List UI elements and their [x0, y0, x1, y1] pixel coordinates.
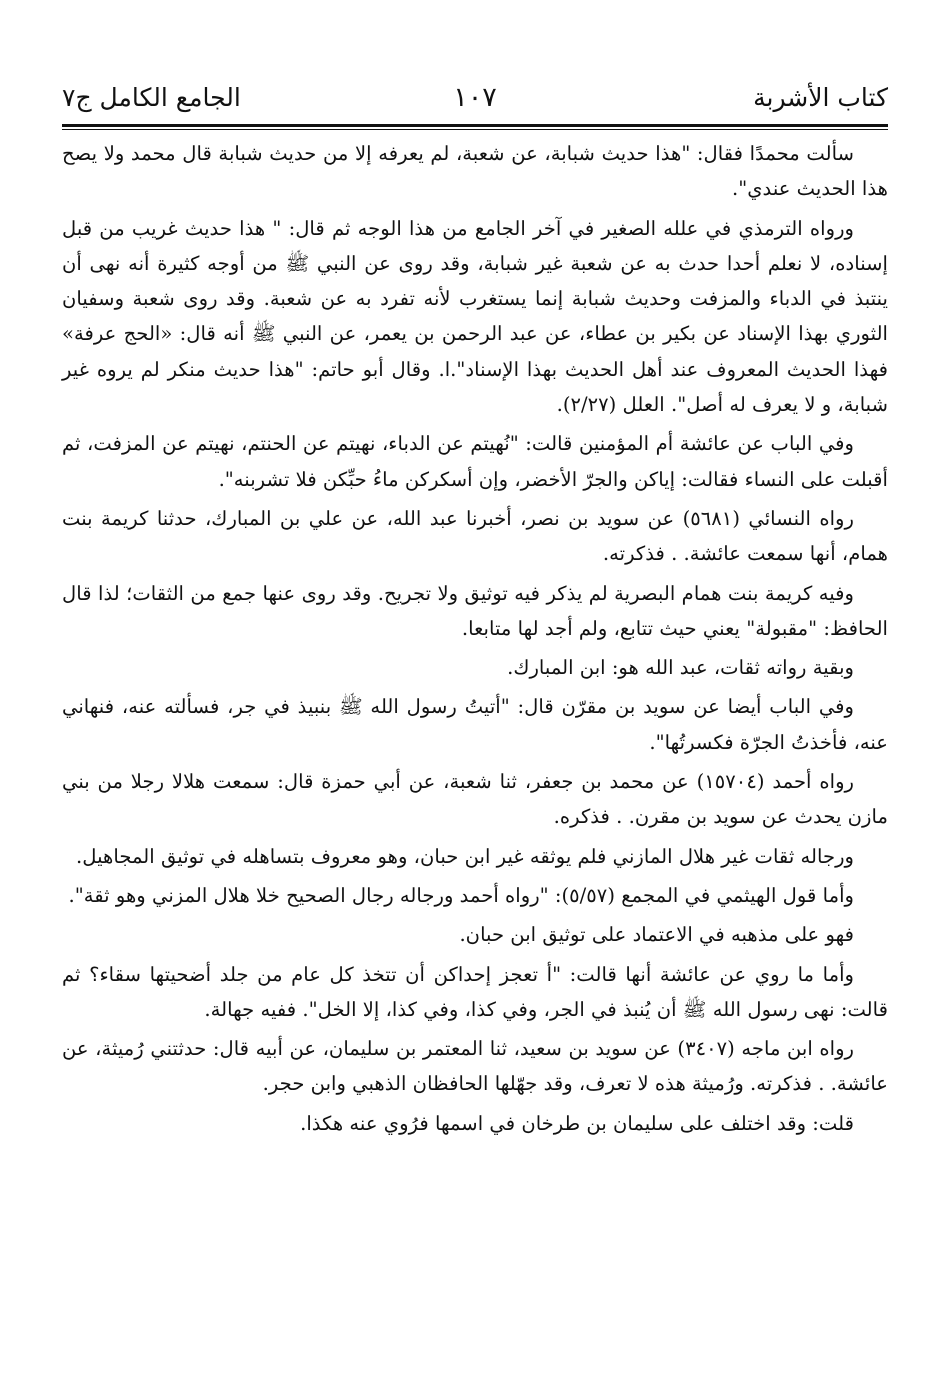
paragraph: ورجاله ثقات غير هلال المازني فلم يوثقه غير ابن حبان، وهو معروف بتساهله في توثيق المجاهيل. — [76, 844, 854, 868]
paragraph: وأما ما روي عن عائشة أنها قالت: "أ تعجز إحداكن أن تتخذ كل عام من جلد أضحيتها سقاء؟ ثم قالت: نهى رسول الله ﷺ أن يُنبذ في الجر، وفي كذا، وفي كذا، إلا الخل". ففيه جهالة. — [62, 962, 888, 1021]
page-header — [62, 74, 888, 122]
page-body — [62, 136, 888, 1141]
paragraph: رواه أحمد (١٥٧٠٤) عن محمد بن جعفر، ثنا شعبة، عن أبي حمزة قال: سمعت هلالا رجلا من بني مازن يحدث عن سويد بن مقرن. . فذكره. — [62, 770, 888, 829]
paragraph: وأما قول الهيثمي في المجمع (٥/٥٧): "رواه أحمد ورجاله رجال الصحيح خلا هلال المزني وهو ثقة". — [68, 883, 854, 907]
paragraph: رواه ابن ماجه (٣٤٠٧) عن سويد بن سعيد، ثنا المعتمر بن سليمان، عن أبيه قال: حدثتني رُميثة، عن عائشة. . فذكرته. ورُميثة هذه لا تعرف، وقد جهّلها الحافظان الذهبي وابن حجر. — [62, 1037, 888, 1096]
paragraph: وفي الباب عن عائشة أم المؤمنين قالت: "نُهيتم عن الدباء، نهيتم عن الحنتم، نهيتم عن المزفت، ثم أقبلت على النساء فقالت: إياكن والجرّ الأخضر، وإن أسكركن ماءُ حبِّكن فلا تشربنه". — [62, 432, 888, 491]
header-rule-thin — [62, 129, 888, 130]
paragraph: قلت: وقد اختلف على سليمان بن طرخان في اسمها فرُوي عنه هكذا. — [300, 1111, 854, 1135]
header-page-number: ١٠٧ — [453, 82, 497, 113]
header-chapter-title: كتاب الأشربة — [753, 83, 888, 112]
paragraph: رواه النسائي (٥٦٨١) عن سويد بن نصر، أخبرنا عبد الله، عن علي بن المبارك، حدثنا كريمة بنت همام، أنها سمعت عائشة. . فذكرته. — [62, 506, 888, 566]
paragraph: ورواه الترمذي في علله الصغير في آخر الجامع من هذا الوجه ثم قال: " هذا حديث غريب من قبل إسناده، لا نعلم أحدا حدث به عن شعبة غير شبابة، وقد روى عن النبي ﷺ من أوجه كثيرة أنه نهى أن ينتبذ في الدباء والمزفت وحديث شبابة إنما يستغرب لأنه تفرد به عن شعبة. وقد روى شعبة وسفيان الثوري بهذا الإسناد عن بكير بن عطاء، عن عبد الرحمن بن يعمر، عن النبي ﷺ أنه قال: «الحج عرفة» فهذا الحديث المعروف عند أهل الحديث بهذا الإسناد".ا. وقال أبو حاتم: "هذا حديث منكر لم يروه غير شبابة، و لا يعرف له أصل". العلل (٢/٢٧). — [62, 216, 888, 417]
paragraph: سألت محمدًا فقال: "هذا حديث شبابة، عن شعبة، لم يعرفه إلا من حديث شبابة قال محمد ولا يصح هذا الحديث عندي". — [62, 142, 888, 201]
paragraph: وفيه كريمة بنت همام البصرية لم يذكر فيه توثيق ولا تجريح. وقد روى عنها جمع من الثقات؛ لذا قال الحافظ: "مقبولة" يعني حيث تتابع، ولم أجد لها متابعا. — [62, 581, 888, 640]
paragraph: فهو على مذهبه في الاعتماد على توثيق ابن حبان. — [459, 923, 854, 947]
paragraph: وبقية رواته ثقات، عبد الله هو: ابن المبارك. — [507, 656, 854, 680]
header-rule-thick — [62, 124, 888, 127]
header-book-title: الجامع الكامل ج٧ — [62, 83, 241, 112]
paragraph: وفي الباب أيضا عن سويد بن مقرّن قال: "أتيتُ رسول الله ﷺ بنبيذ في جر، فسألته عنه، فنهاني عنه، فأخذتُ الجرّة فكسرتُها". — [62, 695, 888, 754]
